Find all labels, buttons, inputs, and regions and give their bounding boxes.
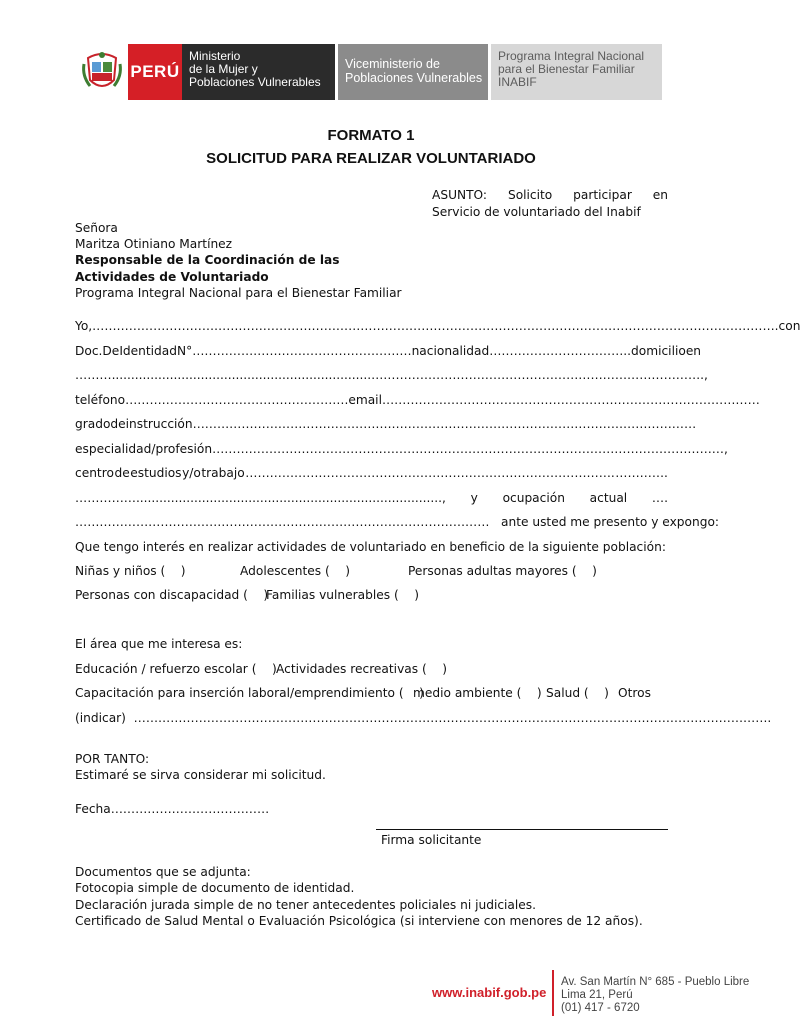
- area-title: El área que me interesa es:: [75, 637, 243, 651]
- field-documento: Doc. De Identidad N°……………………………………………… nacionalidad…………………………….. domicilio en: [75, 344, 702, 358]
- viceministerio-label: Viceministerio de Poblaciones Vulnerables: [338, 44, 488, 100]
- footer-url[interactable]: www.inabif.gob.pe: [432, 985, 547, 1000]
- field-centro: centro de estudios y/o trabajo ………………………………………………………………………………. ………….: [75, 466, 668, 480]
- field-indicar: (indicar) ………………………………………………………………………………………………………………………………………….: [75, 711, 772, 725]
- option-otros[interactable]: Otros: [618, 686, 651, 700]
- footer-address: Av. San Martín N° 685 - Pueblo Libre Lima 21, Perú (01) 417 - 6720: [561, 976, 750, 1014]
- option-capacitacion[interactable]: Capacitación para inserción laboral/emprendimiento ( ): [75, 686, 424, 700]
- footer-divider: [552, 970, 554, 1016]
- estimare-text: Estimaré se sirva considerar mi solicitud.: [75, 768, 326, 782]
- peru-label: PERÚ: [128, 44, 182, 100]
- header-banner: [76, 44, 662, 100]
- documento-item: Declaración jurada simple de no tener antecedentes policiales ni judiciales.: [75, 898, 537, 912]
- field-telefono-email: teléfono………………………………………………. email …………………………………………………………………………………: [75, 393, 760, 407]
- ministerio-label: Ministerio de la Mujer y Poblaciones Vulnerables: [182, 44, 335, 100]
- option-adultos-mayores[interactable]: Personas adultas mayores ( ): [408, 564, 597, 578]
- signature-label: Firma solicitante: [381, 833, 482, 847]
- programa-label: Programa Integral Nacional para el Bienestar Familiar INABIF: [491, 44, 662, 100]
- field-fecha: Fecha…………………………………: [75, 802, 270, 816]
- field-yo: Yo,……………………………………………………………………………………………………………………………………………………. con: [75, 319, 800, 333]
- signature-line: [376, 829, 668, 830]
- option-recreativas[interactable]: Actividades recreativas ( ): [276, 662, 447, 676]
- field-domicilio: ………...................................................................……………………………………………………………………….,: [75, 368, 708, 382]
- option-discapacidad[interactable]: Personas con discapacidad ( ): [75, 588, 269, 602]
- option-salud[interactable]: Salud ( ): [546, 686, 609, 700]
- por-tanto: POR TANTO:: [75, 752, 150, 766]
- documento-item: Fotocopia simple de documento de identidad.: [75, 881, 355, 895]
- interes-text: Que tengo interés en realizar actividades de voluntariado en beneficio de la siguiente población:: [75, 540, 666, 554]
- asunto: ASUNTO: Solicito participar en Servicio de voluntariado del Inabif: [432, 188, 668, 219]
- documento-item: Certificado de Salud Mental o Evaluación Psicológica (si interviene con menores de 12 años).: [75, 914, 643, 928]
- salutation: Señora: [75, 221, 118, 235]
- addressee-role-2: Actividades de Voluntariado: [75, 270, 269, 284]
- form-title: FORMATO 1: [327, 127, 415, 144]
- option-adolescentes[interactable]: Adolescentes ( ): [240, 564, 350, 578]
- addressee-name: Maritza Otiniano Martínez: [75, 237, 233, 251]
- field-especialidad: especialidad/profesión………………………………………………………………………………………………………………,: [75, 442, 728, 456]
- coat-of-arms-icon: [76, 44, 128, 100]
- option-familias[interactable]: Familias vulnerables ( ): [266, 588, 419, 602]
- documentos-title: Documentos que se adjunta:: [75, 865, 251, 879]
- form-subtitle: SOLICITUD PARA REALIZAR VOLUNTARIADO: [206, 150, 536, 167]
- option-educacion[interactable]: Educación / refuerzo escolar ( ): [75, 662, 277, 676]
- addressee-role: Responsable de la Coordinación de las: [75, 253, 340, 267]
- option-ninos[interactable]: Niñas y niños ( ): [75, 564, 186, 578]
- field-ocupacion: ……………..............................................................................., y ocupación actual ….: [75, 491, 668, 505]
- option-medio-ambiente[interactable]: medio ambiente ( ): [413, 686, 542, 700]
- field-presento: ………………………………………………………………………………………… ante usted me presento y expongo:: [75, 515, 720, 529]
- field-grado: grado de instrucción …………………………………………. …………………………………………………………………: [75, 417, 697, 431]
- addressee-program: Programa Integral Nacional para el Bienestar Familiar: [75, 286, 402, 300]
